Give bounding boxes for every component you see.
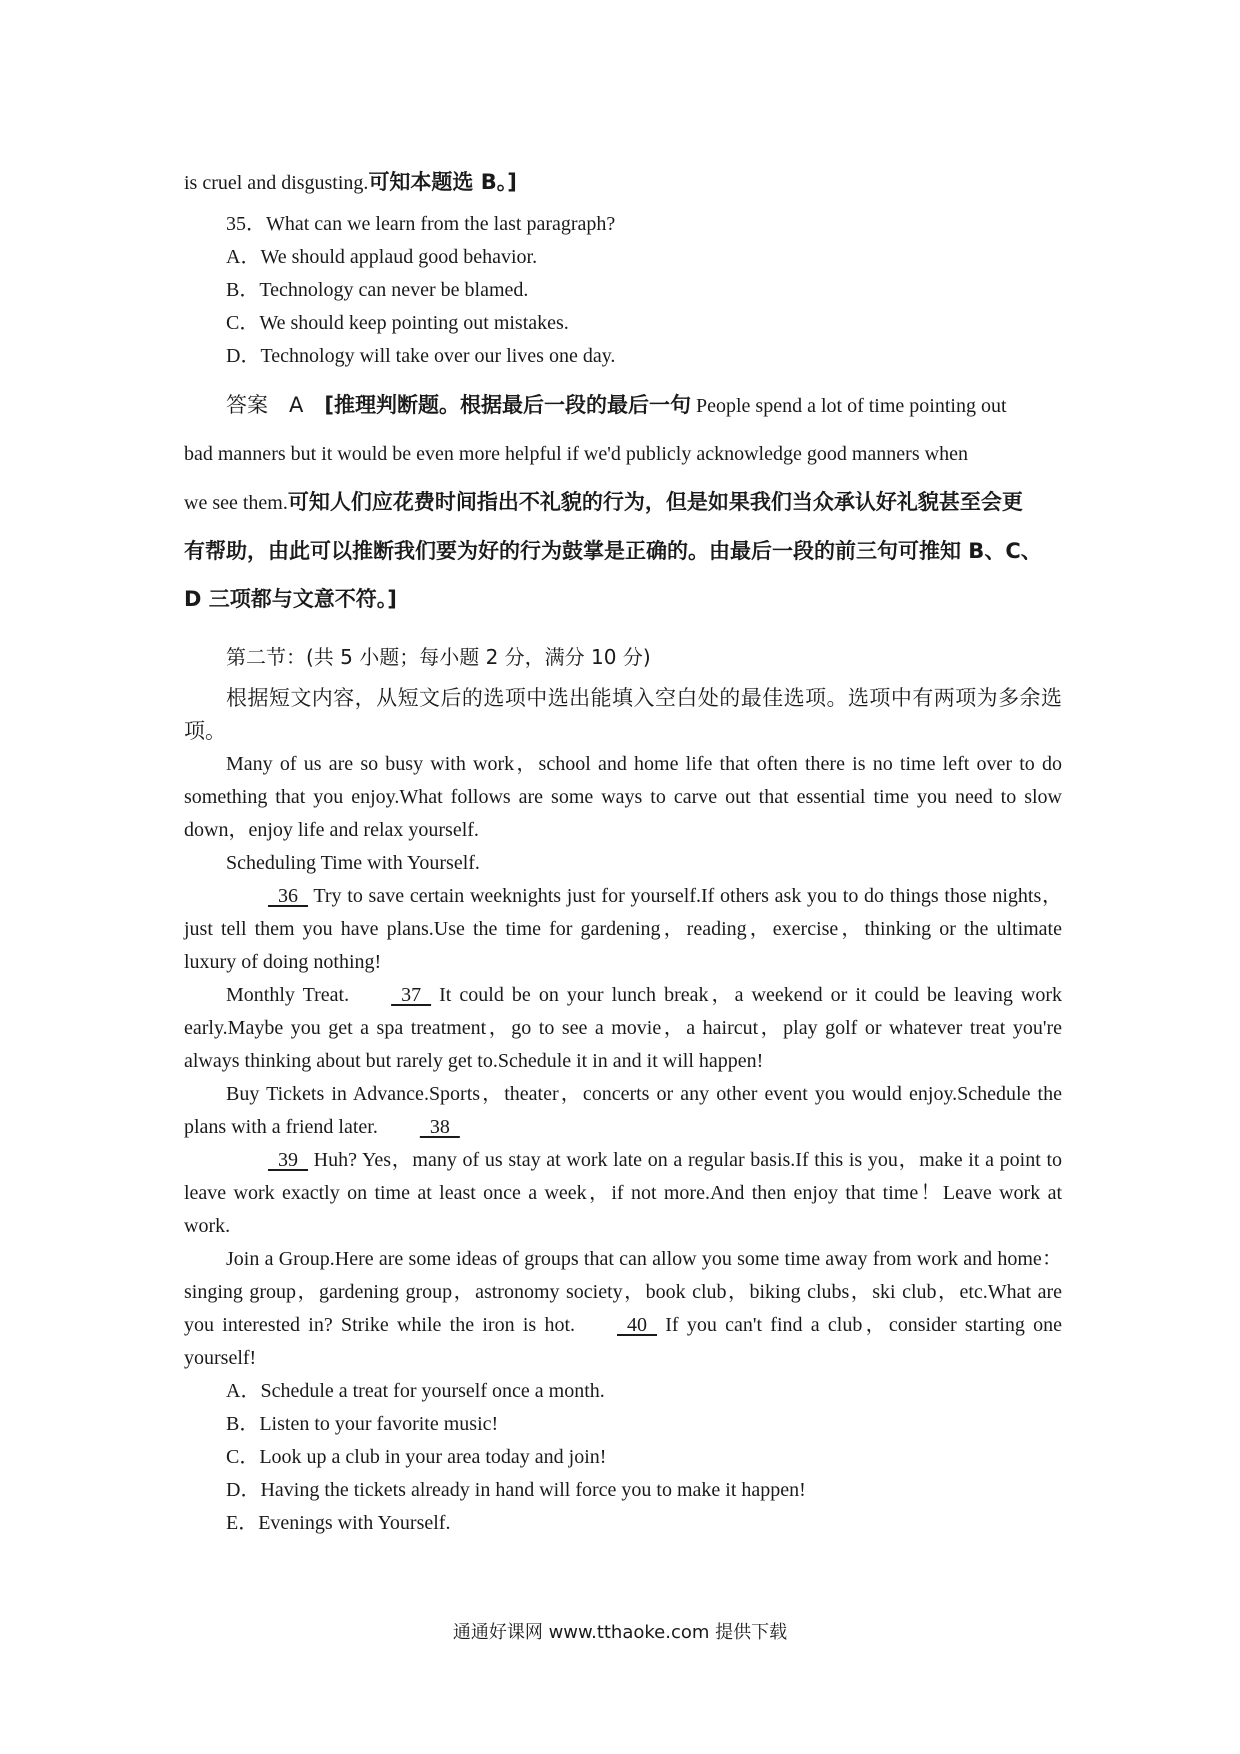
option-e: E．Evenings with Yourself.	[226, 1512, 451, 1534]
answer-label: 答案 A	[226, 393, 325, 417]
option-c: C．Look up a club in your area today and join!	[226, 1446, 607, 1468]
previous-answer-tail	[184, 166, 1062, 200]
answer-options	[184, 1375, 1062, 1540]
blank-40[interactable]: 40	[617, 1314, 658, 1336]
blank-37[interactable]: 37	[391, 984, 432, 1006]
passage-heading-scheduling: Scheduling Time with Yourself.	[226, 852, 480, 874]
option-a: A．Schedule a treat for yourself once a month.	[226, 1380, 605, 1402]
section-2-instruction-text: 根据短文内容，从短文后的选项中选出能填入空白处的最佳选项。选项中有两项为多余选项。	[184, 686, 1062, 743]
question-35-option-b: B．Technology can never be blamed.	[226, 279, 529, 301]
passage-paragraph-39	[184, 1144, 1062, 1243]
passage-paragraph-40	[184, 1243, 1062, 1375]
section-2-instruction	[184, 682, 1062, 748]
answer-explanation-en-1: People spend a lot of time pointing out	[690, 395, 1007, 417]
option-d: D．Having the tickets already in hand will force you to make it happen!	[226, 1479, 806, 1501]
passage-paragraph-39-text: Huh? Yes，many of us stay at work late on a regular basis.If this is you，make it a point to leave work exactly on time at least once a week，if not more.And then enjoy that time！Leave work at work.	[184, 1149, 1062, 1237]
passage-paragraph-38	[184, 1078, 1062, 1144]
passage-heading-monthly-treat: Monthly Treat.	[226, 984, 350, 1006]
page-footer: 通通好课网 www.tthaoke.com 提供下载	[452, 1622, 788, 1643]
answer-35-explanation	[184, 381, 1062, 623]
answer-explanation-zh-3: 可知人们应花费时间指出不礼貌的行为，但是如果我们当众承认好礼貌甚至会更	[287, 490, 1023, 514]
option-b: B．Listen to your favorite music!	[226, 1413, 499, 1435]
passage-paragraph-37-text: It could be on your lunch break，a weekend or it could be leaving work early.Maybe you get a spa treatment，go to see a movie，a haircut，play golf or whatever treat you're always thinking about but rarely get to.Schedule it in and it will happen!	[184, 984, 1062, 1072]
passage-paragraph-37	[184, 979, 1062, 1078]
blank-36[interactable]: 36	[268, 885, 308, 907]
answer-explanation-line-2: bad manners but it would be even more helpful if we'd publicly acknowledge good manners when	[184, 443, 968, 465]
previous-answer-chinese: 可知本题选 B。]	[368, 170, 517, 194]
answer-explanation-line-5: D 三项都与文意不符。]	[184, 587, 397, 611]
document-page	[184, 166, 1062, 1540]
passage-paragraph-36-text: Try to save certain weeknights just for yourself.If others ask you to do things those nights，just tell them you have plans.Use the time for gardening，reading，exercise，thinking or the ultimate luxury of doing nothing!	[184, 885, 1062, 973]
answer-explanation-en-3: we see them.	[184, 492, 288, 514]
section-2-title: 第二节：(共 5 小题；每小题 2 分，满分 10 分)	[226, 645, 651, 669]
question-35	[184, 208, 1062, 373]
passage-paragraph-40-tail: If you can't find a club，consider starting one yourself!	[184, 1314, 1062, 1369]
answer-explanation-line-4: 有帮助，由此可以推断我们要为好的行为鼓掌是正确的。由最后一段的前三句可推知 B、C、	[184, 539, 1042, 563]
question-35-option-d: D．Technology will take over our lives one day.	[226, 345, 616, 367]
passage-paragraph-1: Many of us are so busy with work，school and home life that often there is no time left over to do something that you enjoy.What follows are some ways to carve out that essential time you need to slow down，enjoy life and relax yourself.	[184, 753, 1062, 841]
answer-explanation-zh-1: [推理判断题。根据最后一段的最后一句	[324, 393, 691, 417]
previous-answer-english: is cruel and disgusting.	[184, 172, 369, 194]
question-35-option-a: A．We should applaud good behavior.	[226, 246, 538, 268]
blank-39[interactable]: 39	[268, 1149, 308, 1171]
passage-paragraph-38-text: Buy Tickets in Advance.Sports，theater，concerts or any other event you would enjoy.Schedule the plans with a friend later.	[184, 1083, 1062, 1138]
passage-paragraph-40-text: Join a Group.Here are some ideas of groups that can allow you some time away from work and home：singing group，gardening group，astronomy society，book club，biking clubs，ski club，etc.What are you interested in? Strike while the iron is hot.	[184, 1248, 1062, 1336]
question-35-option-c: C．We should keep pointing out mistakes.	[226, 312, 569, 334]
blank-38[interactable]: 38	[419, 1116, 460, 1138]
passage-paragraph-36	[184, 880, 1062, 979]
question-35-stem: 35．What can we learn from the last paragraph?	[226, 213, 616, 235]
